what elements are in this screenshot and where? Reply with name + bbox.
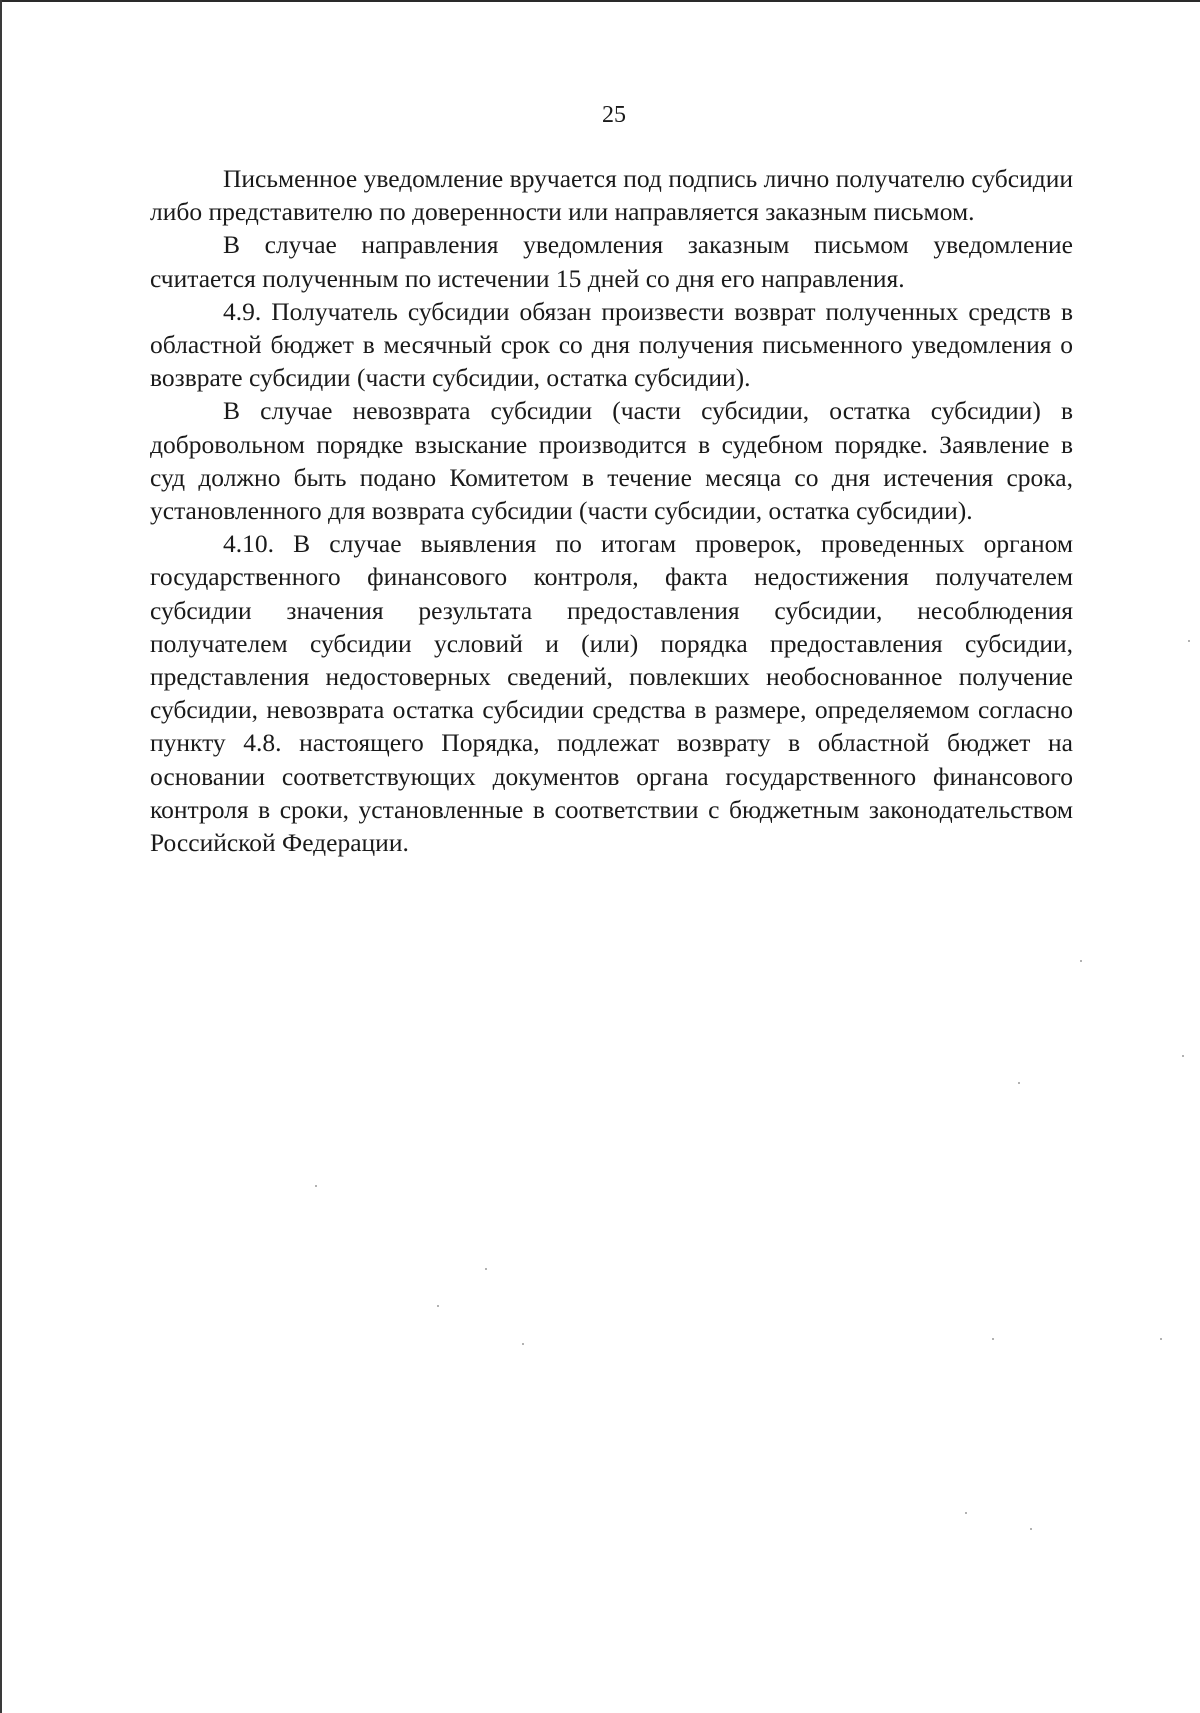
paragraph-notice-delivery: Письменное уведомление вручается под подпись лично получателю субсидии либо представителю по доверенности или направляется заказным письмом. <box>150 164 1073 227</box>
paragraph-registered-letter: В случае направления уведомления заказным письмом уведомление считается полученным по истечении 15 дней со дня его направления. <box>150 230 1073 293</box>
scan-speck <box>485 1268 487 1270</box>
scan-left-edge <box>0 0 2 1713</box>
scan-speck <box>965 1512 967 1514</box>
scan-speck <box>1188 640 1190 642</box>
paragraph-clause-4-9: 4.9. Получатель субсидии обязан произвести возврат полученных средств в областной бюджет в месячный срок со дня получения письменного уведомления о возврате субсидии (части субсидии, остатка субсидии). <box>150 296 1073 393</box>
scan-speck <box>1080 960 1082 962</box>
paragraph-clause-4-10: 4.10. В случае выявления по итогам проверок, проведенных органом государственного финансового контроля, факта недостижения получателем субсидии значения результата предоставления субсидии, несоблюдения получателем субсидии условий и (или) порядка предоставления субсидии, представления недостоверных сведений, повлекших необоснованное получение субсидии, невозврата остатка субсидии средства в размере, определяемом согласно пункту 4.8. настоящего Порядка, подлежат возврату в областной бюджет на основании соответствующих документов органа государственного финансового контроля в сроки, установленные в соответствии с бюджетным законодательством Российской Федерации. <box>150 529 1073 858</box>
page-number: 25 <box>602 102 626 128</box>
scan-speck <box>315 1185 317 1187</box>
scan-speck <box>437 1305 439 1307</box>
scan-speck <box>1030 1528 1032 1530</box>
scan-speck <box>522 1343 524 1345</box>
scan-speck <box>992 1338 994 1340</box>
document-body <box>150 162 1073 859</box>
scan-speck <box>1182 1055 1184 1057</box>
scan-speck <box>1018 1082 1020 1084</box>
scan-top-edge <box>0 0 1200 2</box>
paragraph-non-return: В случае невозврата субсидии (части субсидии, остатка субсидии) в добровольном порядке взыскание производится в судебном порядке. Заявление в суд должно быть подано Комитетом в течение месяца со дня истечения срока, установленного для возврата субсидии (части субсидии, остатка субсидии). <box>150 396 1073 526</box>
scan-speck <box>1160 1338 1162 1340</box>
